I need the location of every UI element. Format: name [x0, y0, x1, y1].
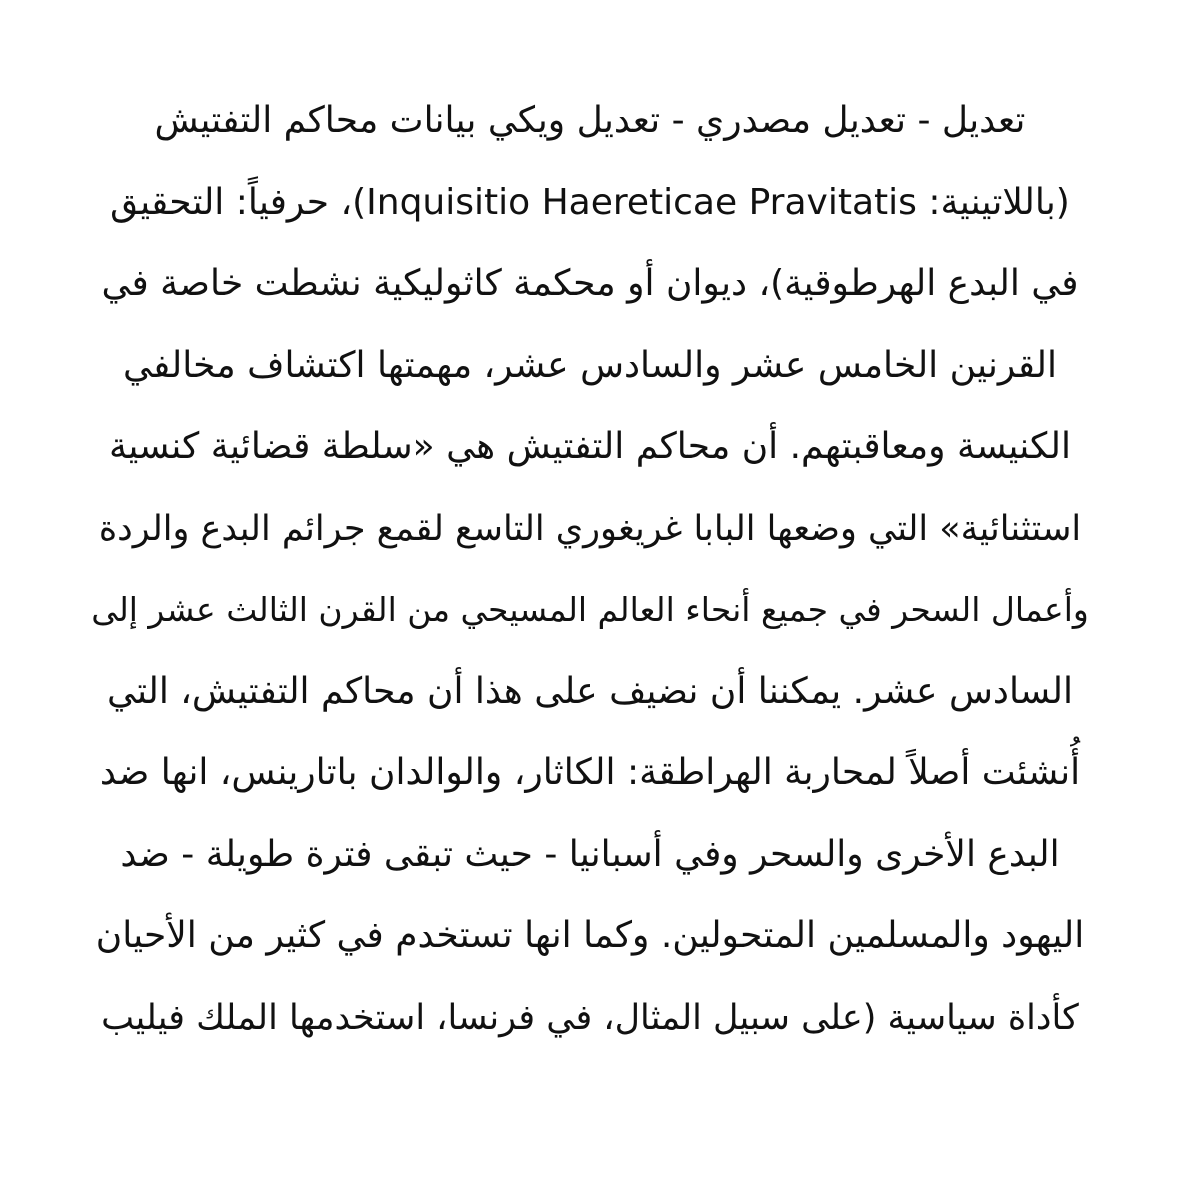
text-line-3: في البدع الهرطوقية)، ديوان أو محكمة كاثوليكية نشطت خاصة في: [101, 263, 1079, 304]
text-line-5: الكنيسة ومعاقبتهم. أن محاكم التفتيش هي «سلطة قضائية كنسية: [109, 426, 1071, 467]
article-text: [90, 88, 1090, 1066]
text-line-12: كأداة سياسية (على سبيل المثال، في فرنسا، استخدمها الملك فيليب: [101, 997, 1079, 1038]
text-line-2: (باللاتينية: Inquisitio Haereticae Pravitatis)، حرفياً: التحقيق: [110, 181, 1070, 223]
text-line-11: اليهود والمسلمين المتحولين. وكما انها تستخدم في كثير من الأحيان: [95, 915, 1085, 956]
text-line-9: أُنشئت أصلاً لمحاربة الهراطقة: الكاثار، والوالدان باتارينس، انها ضد: [99, 752, 1081, 793]
text-line-6: استثنائية» التي وضعها البابا غريغوري التاسع لقمع جرائم البدع والردة: [98, 508, 1082, 549]
text-line-1: تعديل - تعديل مصدري - تعديل ويكي بيانات محاكم التفتيش: [154, 100, 1026, 141]
text-line-7: وأعمال السحر في جميع أنحاء العالم المسيحي من القرن الثالث عشر إلى: [91, 590, 1089, 629]
text-line-10: البدع الأخرى والسحر وفي أسبانيا - حيث تبقى فترة طويلة - ضد: [120, 833, 1060, 875]
text-line-8: السادس عشر. يمكننا أن نضيف على هذا أن محاكم التفتيش، التي: [106, 670, 1074, 712]
text-line-4: القرنين الخامس عشر والسادس عشر، مهمتها اكتشاف مخالفي: [123, 344, 1057, 386]
